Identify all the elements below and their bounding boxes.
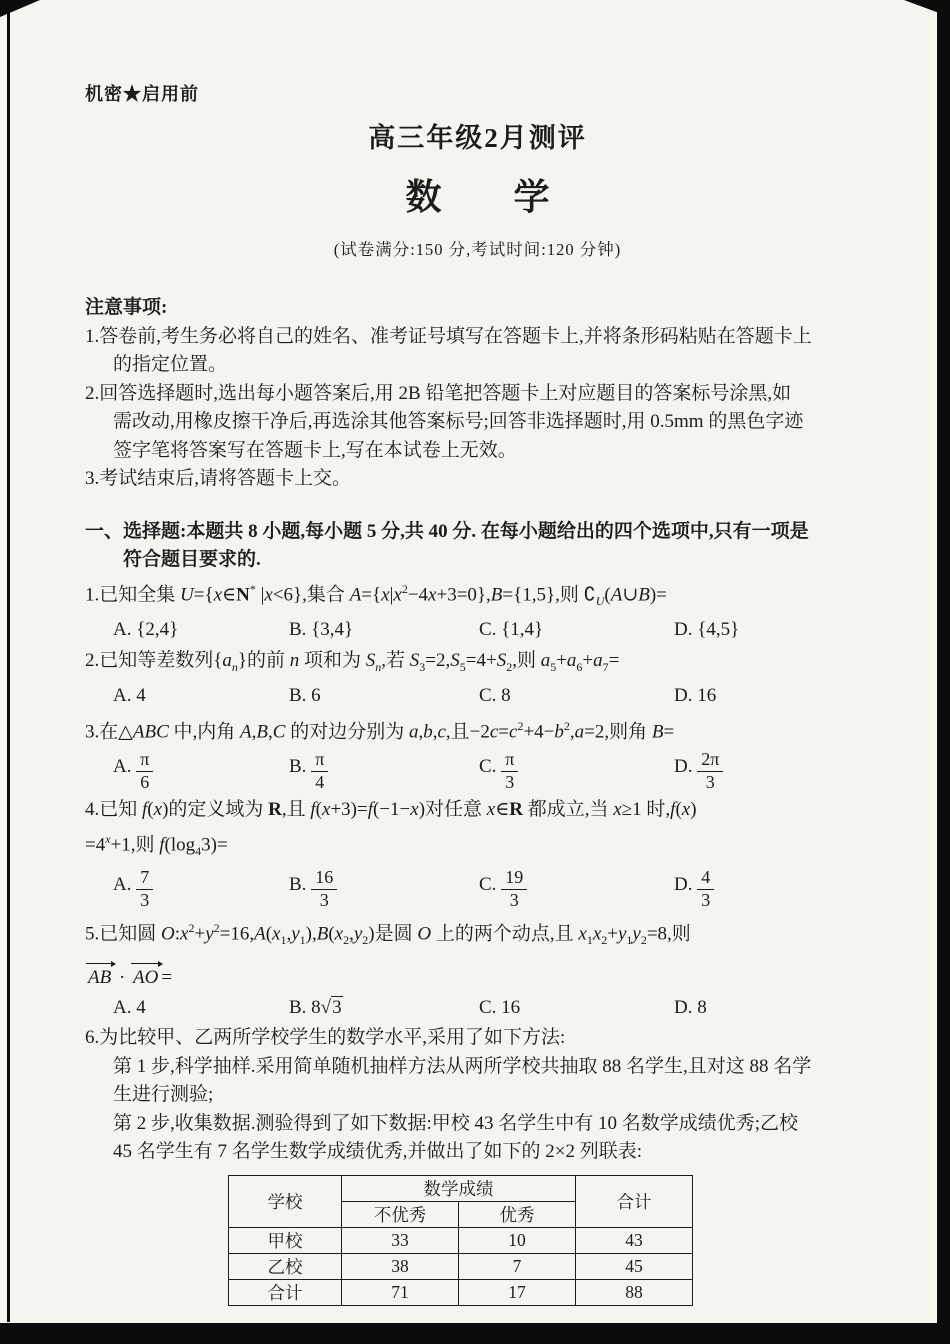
table-row xyxy=(229,1253,693,1279)
question-4 xyxy=(85,796,870,912)
option-b: B. {3,4} xyxy=(289,619,354,641)
question-stem: 6.为比较甲、乙两所学校学生的数学水平,采用了如下方法: xyxy=(85,1027,566,1048)
option-a: A. 4 xyxy=(113,996,146,1018)
notice-line: 2.回答选择题时,选出每小题答案后,用 2B 铅笔把答题卡上对应题目的答案标号涂黑,如 xyxy=(85,382,792,404)
subject-title: 数 学 xyxy=(405,177,550,217)
question-stem: 3.在△ABC 中,内角 A,B,C 的对边分别为 a,b,c,且$-2c=c^2+4-b^2,a=2$,则角 B= xyxy=(85,719,675,743)
table-row xyxy=(229,1227,693,1253)
cell-excellent: 10 xyxy=(459,1227,576,1253)
option-d: D. 16 xyxy=(674,684,717,706)
question-options xyxy=(85,682,870,711)
exam-title: 高三年级2月测评 xyxy=(368,123,587,153)
scan-edge-right xyxy=(937,0,950,1344)
question-options xyxy=(85,866,870,912)
notice-line: 3.考试结束后,请将答题卡上交。 xyxy=(85,468,352,489)
section-heading-line: 一、选择题:本题共 8 小题,每小题 5 分,共 40 分. 在每小题给出的四个选项中,只有一项是 xyxy=(85,520,809,542)
option-b: B. 8√3 xyxy=(289,996,342,1018)
cell-total: 45 xyxy=(576,1253,693,1279)
header-not-excellent: 不优秀 xyxy=(342,1201,459,1227)
cell-total: 43 xyxy=(576,1227,693,1253)
question-step-line: 第 1 步,科学抽样.采用简单随机抽样方法从两所学校共抽取 88 名学生,且对这 88 名学 xyxy=(113,1055,812,1077)
question-options xyxy=(85,616,870,645)
option-d: D. {4,5} xyxy=(674,619,740,641)
exam-info-line: (试卷满分:150 分,考试时间:120 分钟) xyxy=(333,240,622,259)
table-row xyxy=(229,1279,693,1305)
header-school: 学校 xyxy=(229,1175,342,1227)
header-math-score: 数学成绩 xyxy=(342,1175,576,1201)
cell-school: 甲校 xyxy=(229,1227,342,1253)
option-c: C. $\frac{19}{3}$ xyxy=(479,868,674,910)
notice-line: 1.答卷前,考生务必将自己的姓名、准考证号填写在答题卡上,并将条形码粘贴在答题卡上 xyxy=(85,325,812,347)
option-b: B. $\frac{16}{3}$ xyxy=(289,868,479,910)
section-heading-line: 符合题目要求的. xyxy=(123,549,261,570)
option-d: D. 8 xyxy=(674,996,707,1018)
question-step-line: 第 2 步,收集数据.测验得到了如下数据:甲校 43 名学生中有 10 名数学成绩优秀;乙校 xyxy=(113,1112,799,1134)
option-a: A. $\frac{\pi}{6}$ xyxy=(113,750,289,792)
cell-total: 88 xyxy=(576,1279,693,1305)
scan-edge-left xyxy=(7,0,10,1322)
option-a: A. $\frac{7}{3}$ xyxy=(113,868,289,910)
question-options xyxy=(85,748,870,794)
option-c: C. {1,4} xyxy=(479,619,544,641)
notice-section xyxy=(85,294,870,494)
notice-heading: 注意事项: xyxy=(85,297,168,318)
option-d: D. $\frac{4}{3}$ xyxy=(674,868,870,910)
question-step-line: 45 名学生有 7 名学生数学成绩优秀,并做出了如下的 2×2 列联表: xyxy=(113,1141,642,1162)
cell-not-excellent: 33 xyxy=(342,1227,459,1253)
section-choice-heading xyxy=(85,518,870,575)
option-d: D. $\frac{2\pi}{3}$ xyxy=(674,750,870,792)
cell-not-excellent: 71 xyxy=(342,1279,459,1305)
confidential-label: 机密★启用前 xyxy=(85,84,199,104)
option-b: B. 6 xyxy=(289,684,321,706)
notice-line: 签字笔将答案写在答题卡上,写在本试卷上无效。 xyxy=(113,439,517,461)
question-1 xyxy=(85,575,870,645)
header-total: 合计 xyxy=(576,1175,693,1227)
question-stem: 1.已知全集 U={x∈N* |x<6},集合 $A=\{x|x^2-4x+3=0\},B=\{1,5\}$,则 $∁_U(A\cup B)=$ xyxy=(85,581,667,608)
question-stem-continued: AB · AO = xyxy=(85,955,870,993)
cell-excellent: 17 xyxy=(459,1279,576,1305)
option-c: C. $\frac{\pi}{3}$ xyxy=(479,750,674,792)
option-c: C. 8 xyxy=(479,684,511,706)
notice-line: 需改动,用橡皮擦干净后,再选涂其他答案标号;回答非选择题时,用 0.5mm 的黑色字迹 xyxy=(113,411,804,432)
cell-excellent: 7 xyxy=(459,1253,576,1279)
question-5 xyxy=(85,914,870,1022)
question-stem: 4.已知 f(x)的定义域为 R,且 f(x+3)=f(−1−x)对任意 x∈R 都成立,当 x≥1 时,f(x) xyxy=(85,799,697,821)
option-a: A. {2,4} xyxy=(113,619,179,641)
question-6 xyxy=(85,1024,870,1306)
question-3 xyxy=(85,712,870,794)
question-options xyxy=(85,994,870,1023)
scan-edge-bottom xyxy=(0,1323,950,1344)
cell-school: 乙校 xyxy=(229,1253,342,1279)
contingency-table xyxy=(228,1175,693,1306)
cell-not-excellent: 38 xyxy=(342,1253,459,1279)
question-stem-continued: $=4^x+1$,则 $f(\log_43)=$ xyxy=(85,831,228,858)
notice-line: 的指定位置。 xyxy=(113,354,228,375)
header-excellent: 优秀 xyxy=(459,1201,576,1227)
option-a: A. 4 xyxy=(113,684,146,706)
option-b: B. $\frac{\pi}{4}$ xyxy=(289,750,479,792)
question-step-line: 生进行测验; xyxy=(113,1084,214,1105)
option-c: C. 16 xyxy=(479,996,521,1018)
table-header-row xyxy=(229,1175,693,1201)
question-2 xyxy=(85,647,870,711)
question-stem: 2.已知等差数列$\{a_n\}$的前 n 项和为 $S_n$,若 $S_3=2,S_5=4+S_2$,则 $a_5+a_6+a_7=$ xyxy=(85,649,620,674)
cell-school: 合计 xyxy=(229,1279,342,1305)
question-stem: 5.已知圆 $O:x^2+y^2=16,A(x_1,y_1),B(x_2,y_2)$是圆 O 上的两个动点,且 $x_1x_2+y_1y_2=8$,则 xyxy=(85,921,691,948)
